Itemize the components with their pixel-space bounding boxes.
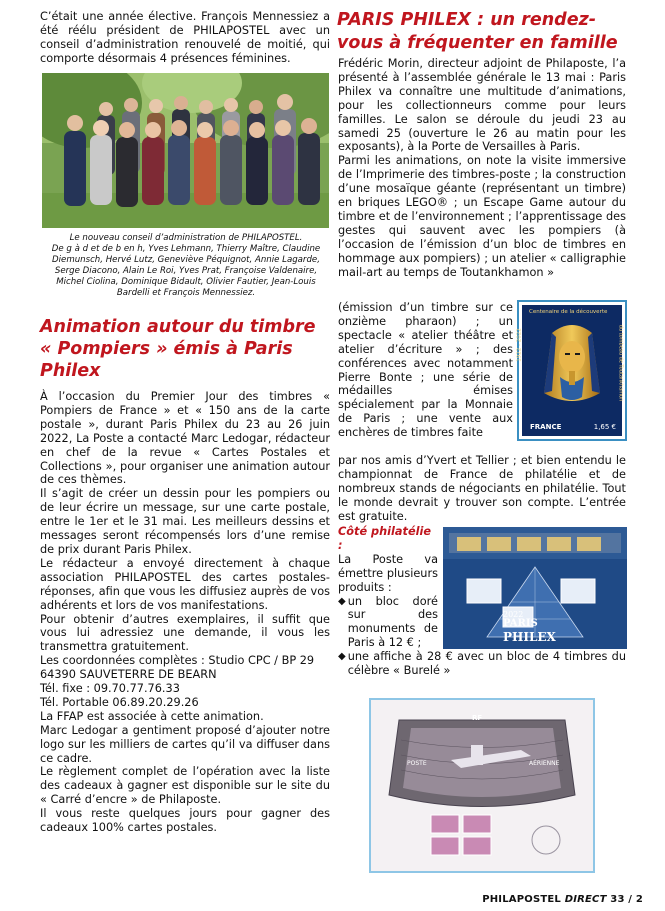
bullet-item: ◆ un bloc doré sur des monuments de Paris à 12 € ; <box>338 594 438 650</box>
contact-line: Tél. fixe : 09.70.77.76.33 <box>40 682 180 696</box>
article-paragraph: Le règlement complet de l’opération avec la liste des cadeaux à gagner est disponible sur le site du « Carré d’encre » de Philaposte. <box>40 765 330 807</box>
philex-heading: PARIS PHILEX : un rendez- vous à fréquenter en famille <box>337 10 618 53</box>
page-footer <box>482 894 643 905</box>
pompiers-heading: Animation autour du timbre « Pompiers » émis à Paris Philex <box>40 317 316 381</box>
philex-p2b: (émission d’un timbre sur ce onzième pharaon) ; un spectacle « atelier théâtre et atelier d’écriture » ; des conférences avec notamment Pierre Bonte ; une série de médailles émises spécialement par la Monnaie de Paris ; une vente aux enchères de timbres faite <box>338 301 513 440</box>
council-group-photo <box>42 73 329 228</box>
article-paragraph: Pour obtenir d’autres exemplaires, il suffit que vous lui adressiez une demande, il vous les transmettra gratuitement. <box>40 612 330 654</box>
cote-philatelie <box>338 525 438 650</box>
stamp-value: 1,65 € <box>593 423 616 431</box>
bloc-line2: PHILEX <box>503 630 556 644</box>
article-paragraph: Il vous reste quelques jours pour gagner des cadeaux 100% cartes postales. <box>40 807 330 835</box>
tutankhamun-stamp <box>517 300 627 441</box>
footer-brand: PHILAPOSTEL <box>482 894 561 905</box>
contact-line: Les coordonnées complètes : Studio CPC / BP 29 <box>40 654 315 668</box>
footer-page: 33 / 2 <box>610 894 643 905</box>
diamond-bullet-icon: ◆ <box>338 595 346 607</box>
diamond-bullet-icon: ◆ <box>338 651 346 662</box>
footer-direct: DIRECT <box>564 894 607 905</box>
article-paragraph: Il s’agit de créer un dessin pour les pompiers ou de leur écrire un message, sur une carte postale, entre le 1er et le 31 mai. Les meilleurs dessins et messages seront récompensés lors d’une remise de prix durant Paris Philex. <box>40 487 330 556</box>
pompiers-article <box>40 390 330 835</box>
paris-philex-bloc <box>443 527 627 649</box>
burele-poste: POSTE <box>407 760 427 767</box>
stamp-years: 1922 - 2022 <box>516 328 523 362</box>
article-paragraph: Le rédacteur a envoyé directement à chaque association PHILAPOSTEL des cartes postales-réponses, afin que vous les diffusiez auprès de vos adhérents et lors de vos manifestations. <box>40 556 330 612</box>
philex-p1: Frédéric Morin, directeur adjoint de Philaposte, l’a présenté à l’assemblée générale le 13 mai : Paris Philex va connaître une multitude d’animations, pour les collectionneurs comme pour leurs familles. Le salon se déroule du jeudi 23 au samedi 25 (ouverture le 26 au matin pour les exposants), à la Porte de Versailles à Paris. Parmi les animations, on note la visite immersive de l’Imprimerie des timbres-poste ; la construction d’une mosaïque géante (représentant un timbre) en briques LEGO® ; un Escape Game autour du timbre et de l’environnement ; l’apprentissage des gestes qui sauvent avec les pompiers (à l’occasion de l’émission d’un bloc de timbres en hommage aux pompiers) ; un atelier « calligraphie mail-art au temps de Toutankhamon » <box>338 57 626 279</box>
bullet-2: ◆ une affiche à 28 € avec un bloc de 4 timbres du célèbre « Burelé » <box>338 650 626 677</box>
cote-label: Côté philatélie : <box>338 525 432 552</box>
contact-line: Tél. Portable 06.89.20.29.26 <box>40 695 199 709</box>
philex-p2c: par nos amis d’Yvert et Tellier ; et bien entendu le championnat de France de philatélie et de nombreux stands de négociants en philatélie. Tout le monde devrait y trouver son compte. L’entrée est gratuite. <box>338 454 626 523</box>
bloc-year: 2022 <box>503 610 524 619</box>
intro-paragraph: C’était une année élective. François Mennessiez a été réélu président de PHILAPOSTEL avec un conseil d’administration renouvelé de moitié, qui comporte désormais 4 présences féminines. <box>40 10 330 65</box>
burele-rf: RF <box>472 714 483 722</box>
photo-caption: Le nouveau conseil d’administration de PHILAPOSTEL. De g à d et de b en h, Yves Lehmann, Thierry Maître, Claudine Diemunsch, Hervé Lutz, Geneviève Péquignot, Annie Lagarde, Serge Diacono, Alain Le Roi, Yves Prat, Françoise Valdenaire, Michel Ciolina, Dominique Bidault, Olivier Fautier, Jean-Louis Bardelli et François Mennessiez. <box>51 233 321 298</box>
contact-line: La FFAP est associée à cette animation. <box>40 709 264 723</box>
bloc-line1: PARIS <box>503 618 538 629</box>
left-column <box>40 10 330 66</box>
cote-text: La Poste va émettre plusieurs produits : <box>338 552 438 594</box>
contact-line: 64390 SAUVETERRE DE BEARN <box>40 668 217 682</box>
article-paragraph: À l’occasion du Premier Jour des timbres « Pompiers de France » et « 150 ans de la carte postale », durant Paris Philex du 23 au 26 juin 2022, La Poste a contacté Marc Ledogar, rédacteur en chef de la revue « Cartes Postales et Collections », pour organiser une animation autour de ces thèmes. <box>40 390 330 487</box>
article-paragraph: Marc Ledogar a gentiment proposé d’ajouter notre logo sur les milliers de cartes qu’il va diffuser dans ce cadre. <box>40 723 330 765</box>
burele-aerienne: AÉRIENNE <box>529 760 560 767</box>
stamp-side-text: du tombeau de Toutankhamon <box>617 324 624 402</box>
stamp-country: FRANCE <box>530 423 562 431</box>
burele-sheet <box>369 698 595 873</box>
stamp-top-text: Centenaire de la découverte <box>529 309 608 315</box>
